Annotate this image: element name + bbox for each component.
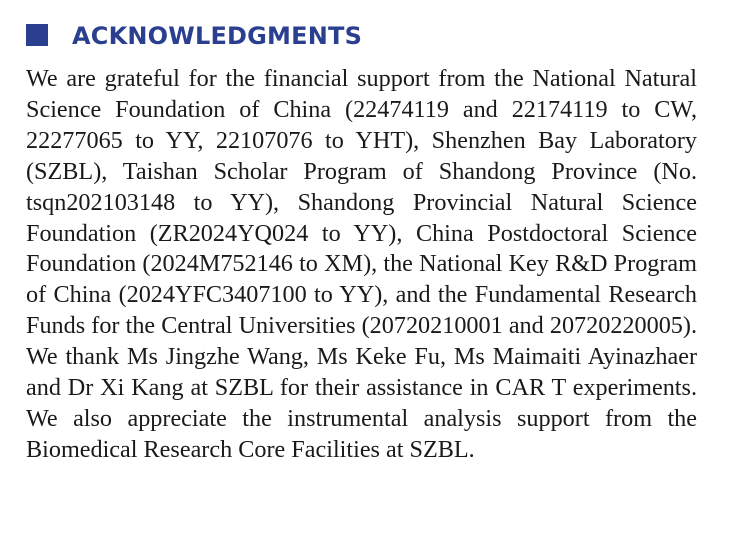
section-heading [26, 18, 697, 52]
heading-square-icon [26, 24, 48, 46]
acknowledgments-paragraph: We are grateful for the financial support from the National Natural Science Foundation of China (22474119 and 22174119 to CW, 22277065 to YY, 22107076 to YHT), Shenzhen Bay Laboratory (SZBL), Taishan Scholar Program of Shandong Province (No. tsqn202103148 to YY), Shandong Provincial Natural Science Foundation (ZR2024YQ024 to YY), China Postdoctoral Science Foundation (2024M752146 to XM), the National Key R&D Program of China (2024YFC3407100 to YY), and the Fundamental Research Funds for the Central Universities (20720210001 and 20720220005). We thank Ms Jingzhe Wang, Ms Keke Fu, Ms Maimaiti Ayinazhaer and Dr Xi Kang at SZBL for their assistance in CAR T experiments. We also appreciate the instrumental analysis support from the Biomedical Research Core Facilities at SZBL. [26, 65, 697, 463]
heading-text: ACKNOWLEDGMENTS [72, 21, 363, 50]
acknowledgments-section [26, 18, 697, 466]
